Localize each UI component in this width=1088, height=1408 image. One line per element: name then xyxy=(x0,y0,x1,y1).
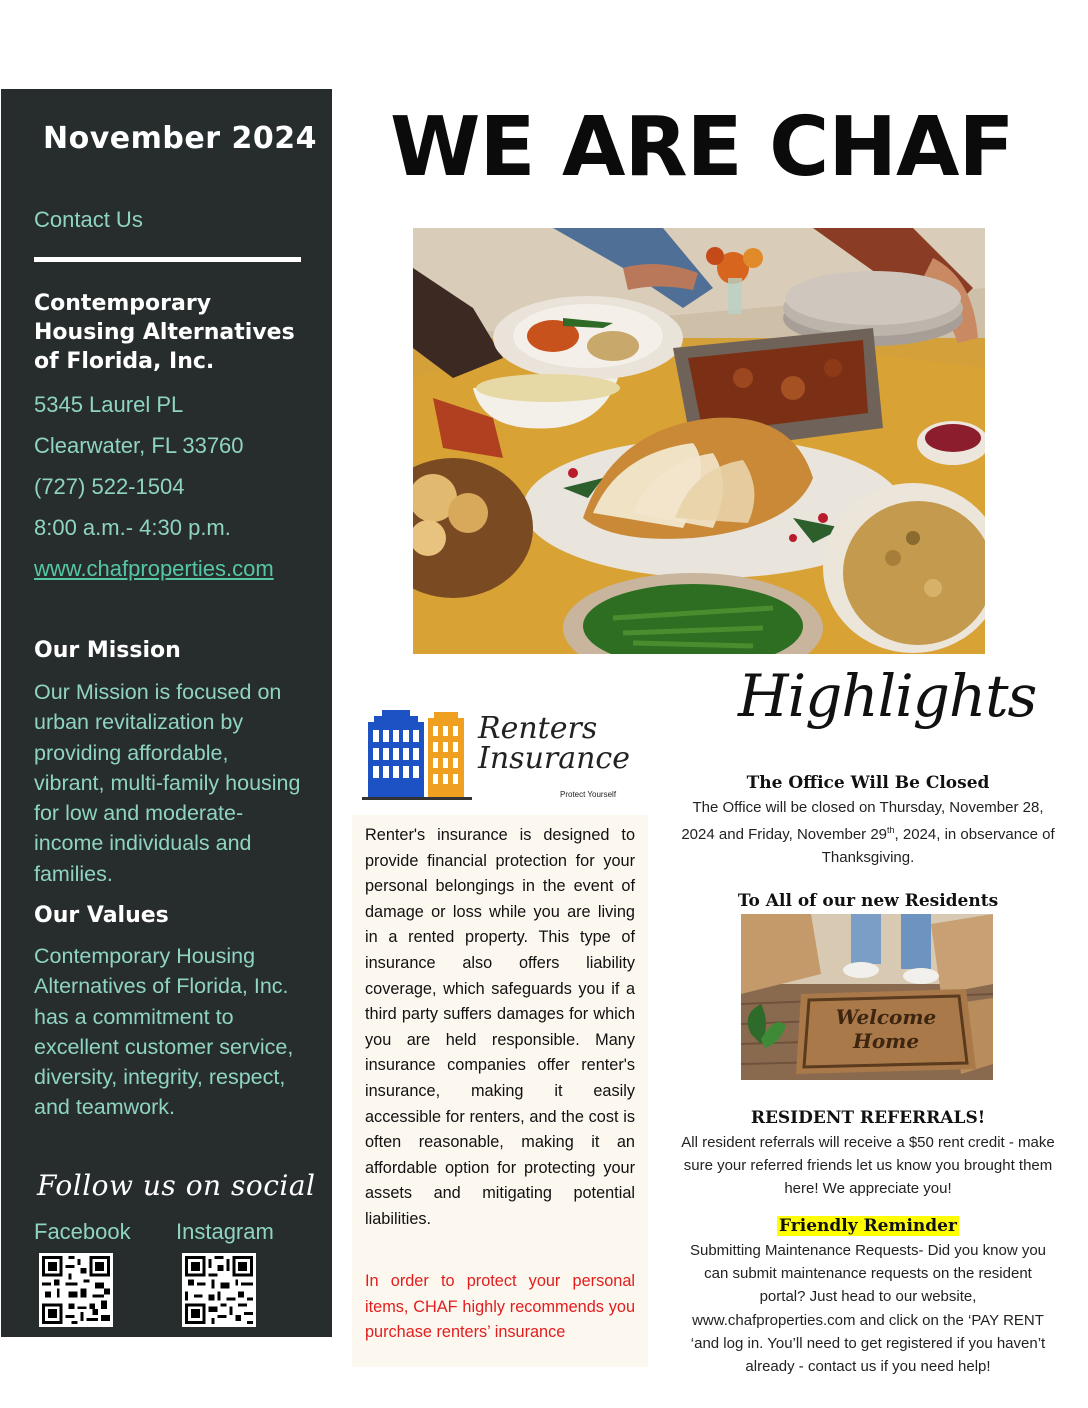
highlights-title: Highlights xyxy=(738,662,1037,730)
renters-insurance-recommendation: In order to protect your personal items, CHAF highly recommends you purchase renters’ insurance xyxy=(365,1272,635,1342)
logo-word-insurance: Insurance xyxy=(478,741,630,776)
mission-text: Our Mission is focused on urban revitalization by providing affordable, vibrant, multi-family housing for low and moderate-income individuals and families. xyxy=(34,680,301,886)
renters-insurance-box xyxy=(352,815,648,1367)
referrals-heading: RESIDENT REFERRALS! xyxy=(750,1108,986,1128)
organization-name: Contemporary Housing Alternatives of Florida, Inc. xyxy=(34,291,295,374)
welcome-home-image xyxy=(741,914,993,1080)
contact-us-label: Contact Us xyxy=(34,207,143,232)
office-closed-text-part2: , 2024, in observance of Thanksgiving. xyxy=(821,826,1055,867)
reminder-text: Submitting Maintenance Requests- Did you know you can submit maintenance requests on the resident portal? Just head to our website, www.chafproperties.com and click on the ‘PAY RENT ‘and log in. You’ll need to get registered if you haven’t already - contact us if you need help! xyxy=(689,1242,1047,1376)
facebook-label[interactable]: Facebook xyxy=(34,1219,131,1244)
address-line-2: Clearwater, FL 33760 xyxy=(34,433,244,458)
logo-word-renters: Renters xyxy=(478,711,598,746)
address-line-1: 5345 Laurel PL xyxy=(34,392,184,417)
logo-tagline: Protect Yourself xyxy=(560,790,617,799)
office-closed-heading: The Office Will Be Closed xyxy=(746,773,990,793)
facebook-qr-code[interactable] xyxy=(39,1253,113,1327)
instagram-label[interactable]: Instagram xyxy=(176,1219,274,1244)
new-residents-heading: To All of our new Residents xyxy=(737,891,999,911)
values-text: Contemporary Housing Alternatives of Florida, Inc. has a commitment to excellent customer service, diversity, integrity, respect, and teamwork. xyxy=(34,944,294,1120)
instagram-qr-code[interactable] xyxy=(182,1253,256,1327)
mission-heading: Our Mission xyxy=(34,638,181,663)
office-hours: 8:00 a.m.- 4:30 p.m. xyxy=(34,515,231,540)
reminder-heading xyxy=(680,1216,1056,1236)
renters-insurance-text: Renter's insurance is designed to provide financial protection for your personal belongings in the event of damage or loss while you are living in a rented property. This type of insurance also offers liability coverage, which safeguards you if a third party suffers damages for which you are held responsible. Many insurance companies offer renter's insurance, making it easily accessible for renters, and the cost is often reasonable, making it an affordable option for protecting your assets and mitigating potential liabilities. xyxy=(365,826,635,1228)
newsletter-month: November 2024 xyxy=(43,121,317,156)
follow-us-label: Follow us on social xyxy=(37,1169,316,1202)
renters-insurance-wordmark xyxy=(478,711,630,799)
page-title: WE ARE CHAF xyxy=(390,100,1014,195)
reminder-heading-highlight: Friendly Reminder xyxy=(779,1216,957,1236)
phone-number: (727) 522-1504 xyxy=(34,474,185,499)
thanksgiving-dinner-image xyxy=(413,228,985,654)
ordinal-suffix: th xyxy=(887,825,895,836)
website-link[interactable]: www.chafproperties.com xyxy=(34,556,274,581)
office-closed-text-part1: The Office will be closed on Thursday, November 28, 2024 and Friday, November 29 xyxy=(681,799,1044,844)
welcome-mat-text-line1: Welcome xyxy=(835,1005,937,1029)
welcome-mat-text-line2: Home xyxy=(852,1029,920,1053)
office-closed-text xyxy=(680,796,1056,870)
referrals-text: All resident referrals will receive a $50 rent credit - make sure your referred friends let us know you brought them here! We appreciate you! xyxy=(681,1134,1055,1198)
values-heading: Our Values xyxy=(34,903,169,928)
divider xyxy=(34,257,301,262)
sidebar xyxy=(1,89,332,1337)
